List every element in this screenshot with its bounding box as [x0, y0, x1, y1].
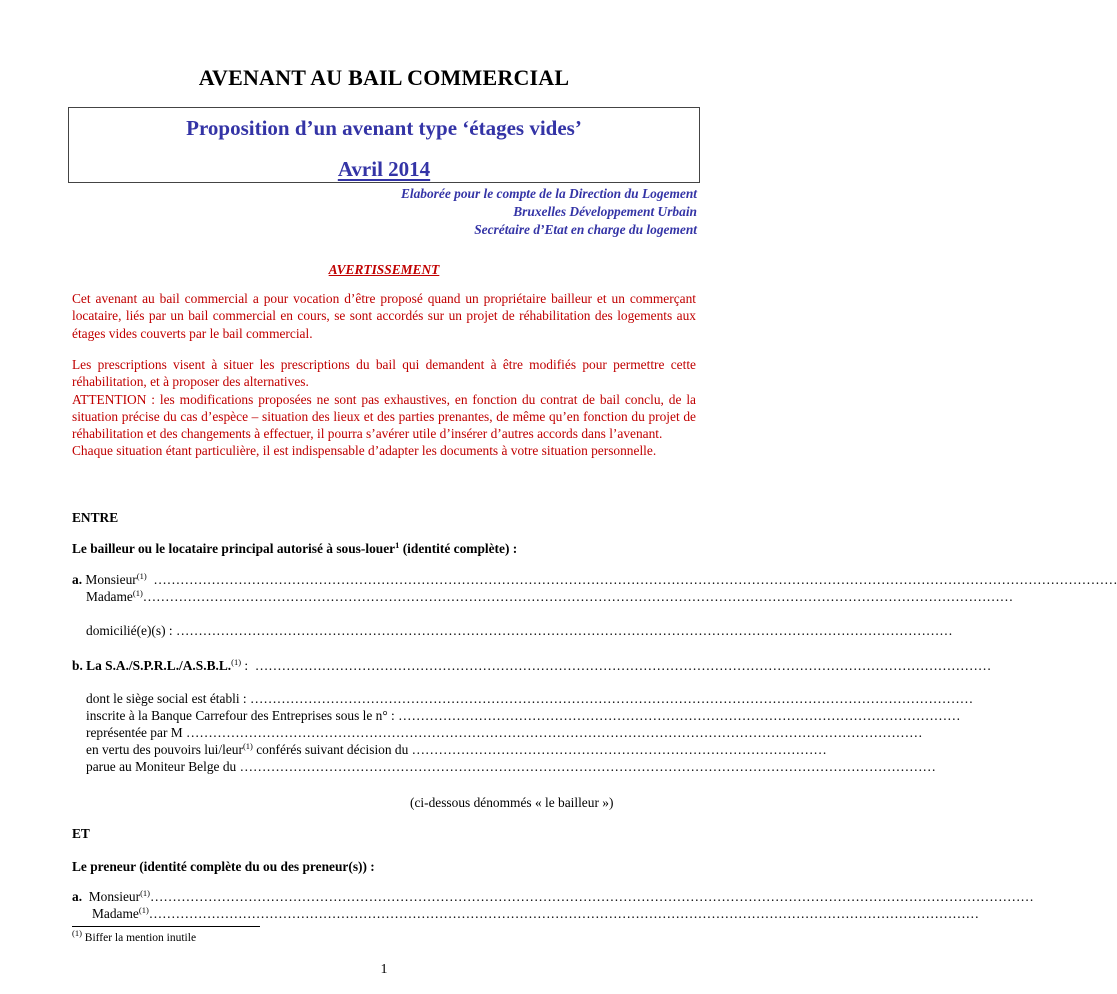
siege-social-line[interactable]: dont le siège social est établi : ………………………………………………………………………………………………………………………………………………	[86, 691, 974, 706]
warning-line: Les prescriptions visent à situer les prescriptions du bail qui demandent à être modifiés pour permettre cette réhabilitation, et à proposer des alternatives.	[72, 357, 696, 390]
warning-line: Chaque situation étant particulière, il est indispensable d’adapter les documents à votre situation personnelle.	[72, 443, 657, 459]
bailleur-denomination: (ci-dessous dénommés « le bailleur »)	[410, 795, 614, 810]
bce-line[interactable]: inscrite à la Banque Carrefour des Entreprises sous le n° : ………………………………………………………………………………………………………………	[86, 708, 961, 723]
entre-label: ENTRE	[72, 510, 119, 525]
credits-block	[401, 185, 697, 239]
preneur-monsieur-line[interactable]: a. Monsieur$^{(1)}$………………………………………………………………………………………………………………………………………………………………………………	[72, 888, 1034, 904]
pouvoirs-line[interactable]: en vertu des pouvoirs lui/leur$^{(1)}$ conférés suivant décision du …………………………………………………………………………………	[86, 741, 827, 757]
credit-line: Bruxelles Développement Urbain	[513, 204, 697, 219]
warning-paragraph-1: Cet avenant au bail commercial a pour vocation d’être proposé quand un propriétaire bailleur et un commerçant locataire, liés par un bail commercial en cours, se sont accordés sur un projet de réhabilitation des logements aux étages vides couverts par le bail commercial.	[72, 291, 696, 341]
bailleur-heading: Le bailleur ou le locataire principal autorisé à sous-louer$^1$ (identité complète) :	[72, 540, 518, 556]
document-title: AVENANT AU BAIL COMMERCIAL	[198, 65, 570, 90]
credit-line: Elaborée pour le compte de la Direction du Logement	[400, 186, 697, 201]
preneur-heading: Le preneur (identité complète du ou des preneur(s)) :	[72, 859, 375, 874]
et-label: ET	[72, 826, 90, 841]
footnote-divider	[72, 926, 260, 927]
moniteur-line[interactable]: parue au Moniteur Belge du …………………………………………………………………………………………………………………………………………	[86, 759, 936, 774]
proposal-title: Proposition d’un avenant type ‘étages vides’	[186, 116, 582, 140]
warning-attention: ATTENTION : les modifications proposées ne sont pas exhaustives, en fonction du contrat de bail conclu, de la situation précise du cas d’espèce – situation des lieux et des parties prenantes, de même qu’en fonction du projet de réhabilitation et des changements à effectuer, il pourra s’avérer utile d’insérer d’autres accords dans l’avenant.	[72, 391, 696, 442]
credit-line: Secrétaire d’Etat en charge du logement	[474, 222, 697, 237]
page-number: 1	[380, 962, 388, 977]
bailleur-domicile-line[interactable]: domicilié(e)(s) : …………………………………………………………………………………………………………………………………………………………	[86, 623, 953, 638]
bailleur-madame-line[interactable]: Madame$^{(1)}$……………………………………………………………………………………………………………………………………………………………………………	[86, 588, 1014, 604]
warning-heading: AVERTISSEMENT	[328, 262, 440, 277]
representee-line[interactable]: représentée par M …………………………………………………………………………………………………………………………………………………	[86, 725, 923, 740]
bailleur-monsieur-line[interactable]: a. Monsieur$^{(1)}$ ………………………………………………………………………………………………………………………………………………………………………………………………	[72, 571, 1117, 587]
societe-line[interactable]: b. La S.A./S.P.R.L./A.S.B.L.$^{(1)}$ : …………………………………………………………………………………………………………………………………………………	[72, 657, 992, 673]
footnote: $^{(1)}$ Biffer la mention inutile	[72, 928, 197, 944]
warning-paragraph-2	[72, 356, 696, 460]
preneur-madame-line[interactable]: Madame$^{(1)}$……………………………………………………………………………………………………………………………………………………………………	[92, 905, 979, 921]
proposal-date: Avril 2014	[337, 157, 431, 181]
